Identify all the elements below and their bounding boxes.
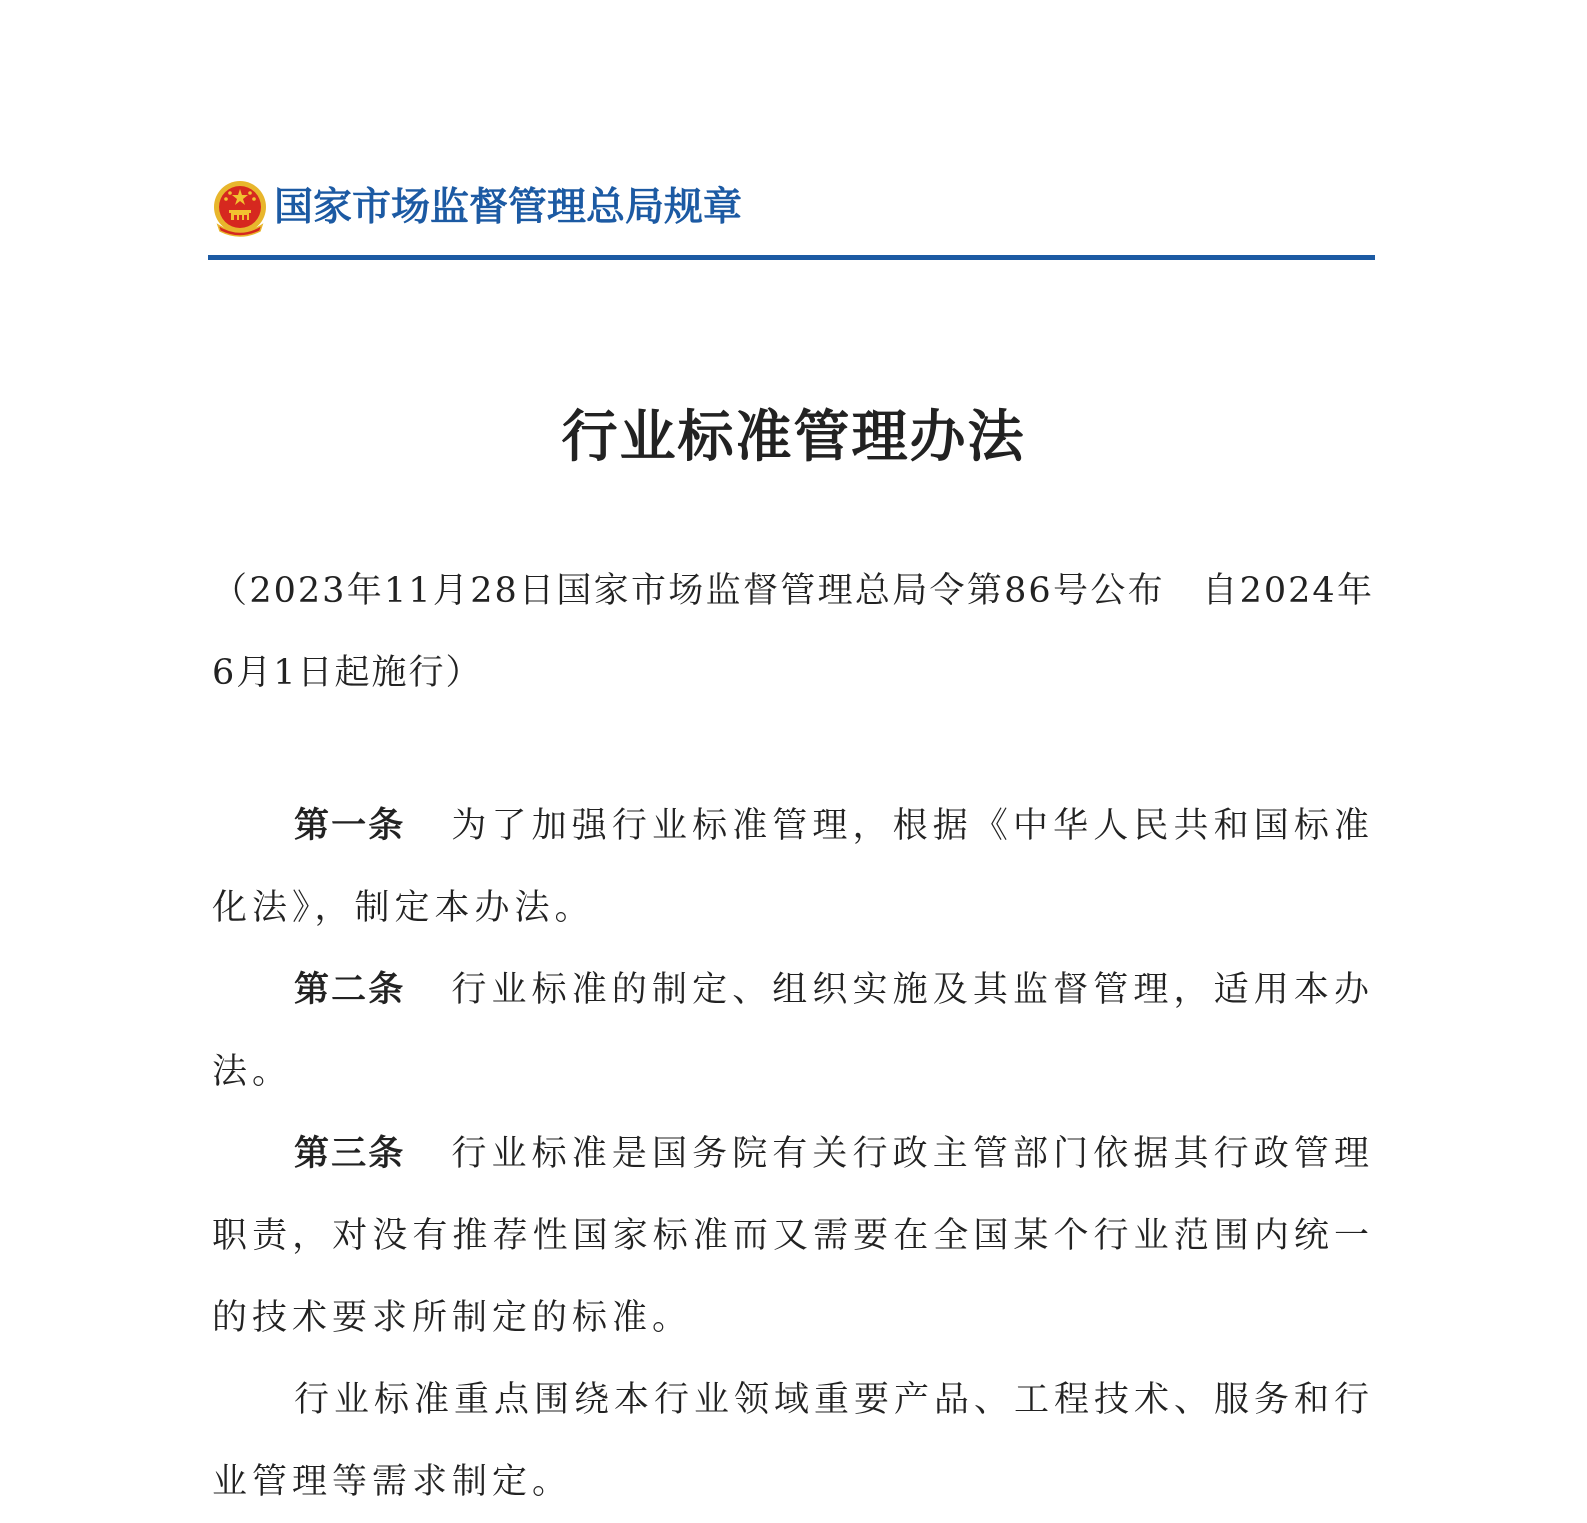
header-divider bbox=[208, 255, 1375, 260]
article-text: 为了加强行业标准管理，根据《中华人民共和国标准化法》，制定本办法。 bbox=[212, 806, 1374, 928]
article-list bbox=[212, 785, 1374, 1523]
article-paragraph bbox=[212, 1359, 1374, 1523]
document-subtitle: （2023年11月28日国家市场监督管理总局令第86号公布 自2024年6月1日起施行） bbox=[212, 571, 1374, 693]
header-title: 国家市场监督管理总局规章 bbox=[274, 184, 743, 230]
article-paragraph bbox=[212, 949, 1374, 1113]
article-text: 行业标准是国务院有关行政主管部门依据其行政管理职责，对没有推荐性国家标准而又需要在全国某个行业范围内统一的技术要求所制定的标准。 bbox=[212, 1134, 1374, 1338]
document-title: 行业标准管理办法 bbox=[561, 405, 1026, 470]
article-number: 第二条 bbox=[294, 970, 406, 1010]
header bbox=[212, 176, 742, 238]
article-paragraph bbox=[212, 1113, 1374, 1359]
article-text: 行业标准的制定、组织实施及其监督管理，适用本办法。 bbox=[212, 970, 1374, 1092]
article-number: 第三条 bbox=[294, 1134, 406, 1174]
article-text: 行业标准重点围绕本行业领域重要产品、工程技术、服务和行业管理等需求制定。 bbox=[212, 1380, 1375, 1502]
article-paragraph bbox=[212, 785, 1374, 949]
national-emblem-icon bbox=[212, 177, 268, 237]
article-number: 第一条 bbox=[294, 806, 406, 846]
